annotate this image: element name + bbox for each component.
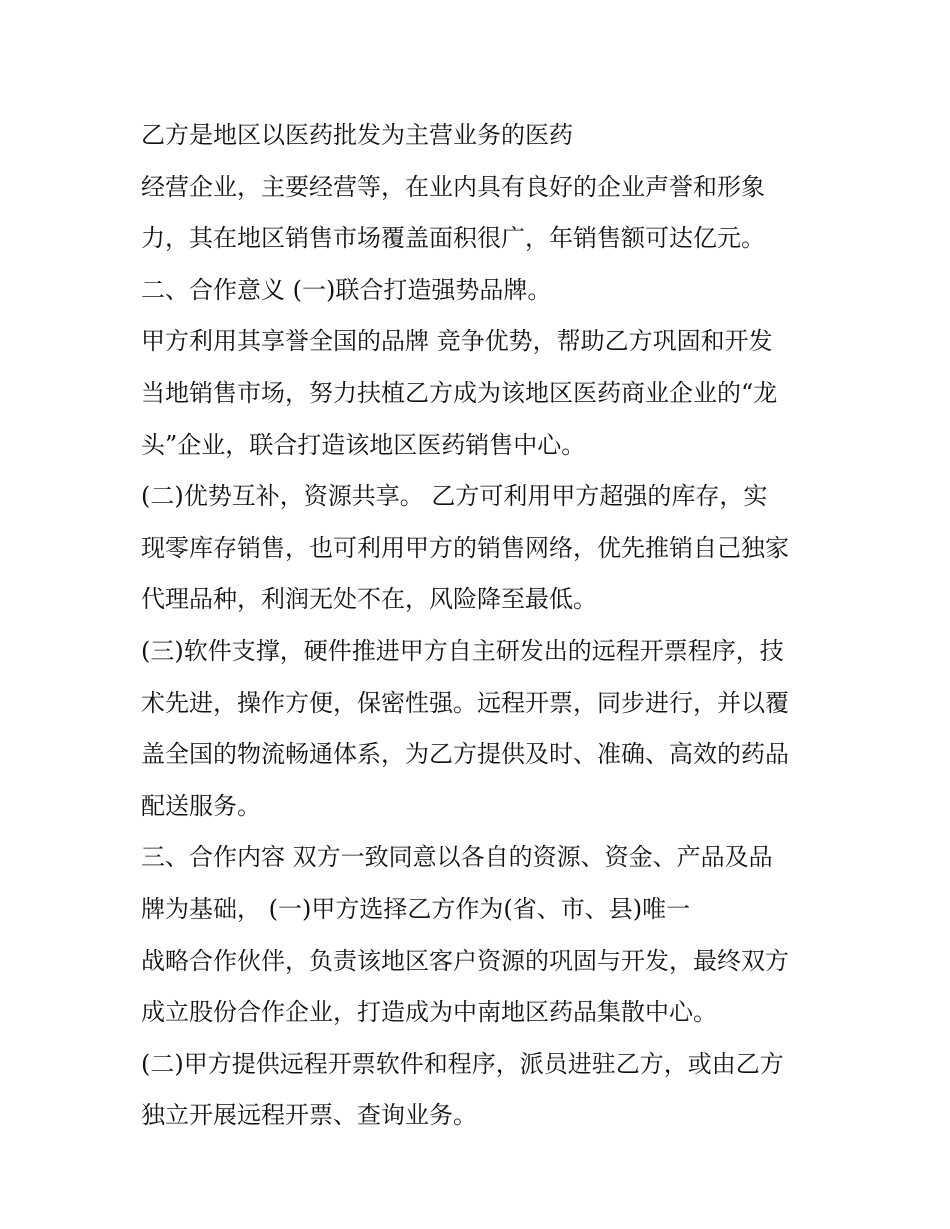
text-line: 乙方是地区以医药批发为主营业务的医药 xyxy=(141,121,573,149)
text-line: (二)甲方提供远程开票软件和程序，派员进驻乙方，或由乙方 xyxy=(141,1049,784,1078)
document-body xyxy=(141,110,831,1142)
text-line: (二)优势互补，资源共享。 乙方可利用甲方超强的库存，实 xyxy=(141,482,768,511)
text-line: 成立股份合作企业，打造成为中南地区药品集散中心。 xyxy=(141,998,717,1027)
section-heading-line: 二、合作意义 (一)联合打造强势品牌。 xyxy=(141,275,552,304)
text-line: 当地销售市场，努力扶植乙方成为该地区医药商业企业的“龙 xyxy=(141,378,778,407)
text-line: 盖全国的物流畅通体系，为乙方提供及时、准确、高效的药品 xyxy=(141,740,789,769)
text-line: 战略合作伙伴，负责该地区客户资源的巩固与开发，最终双方 xyxy=(141,946,789,975)
text-line: 术先进，操作方便，保密性强。远程开票，同步进行，并以覆 xyxy=(141,688,789,717)
text-line: (三)软件支撑，硬件推进甲方自主研发出的远程开票程序，技 xyxy=(141,636,784,665)
text-line: 力，其在地区销售市场覆盖面积很广，年销售额可达亿元。 xyxy=(141,224,765,253)
text-line: 独立开展远程开票、查询业务。 xyxy=(141,1101,477,1130)
text-line: 现零库存销售，也可利用甲方的销售网络，优先推销自己独家 xyxy=(141,533,789,562)
text-line: 代理品种，利润无处不在，风险降至最低。 xyxy=(141,585,597,614)
text-line: 头”企业，联合打造该地区医药销售中心。 xyxy=(141,430,586,459)
text-line: 牌为基础， (一)甲方选择乙方作为(省、市、县)唯一 xyxy=(141,894,691,923)
text-line: 甲方利用其享誉全国的品牌 竞争优势，帮助乙方巩固和开发 xyxy=(141,327,773,356)
text-line: 经营企业，主要经营等，在业内具有良好的企业声誉和形象 xyxy=(141,172,765,201)
text-line: 配送服务。 xyxy=(141,791,261,820)
section-heading-line: 三、合作内容 双方一致同意以各自的资源、资金、产品及品 xyxy=(141,843,773,872)
